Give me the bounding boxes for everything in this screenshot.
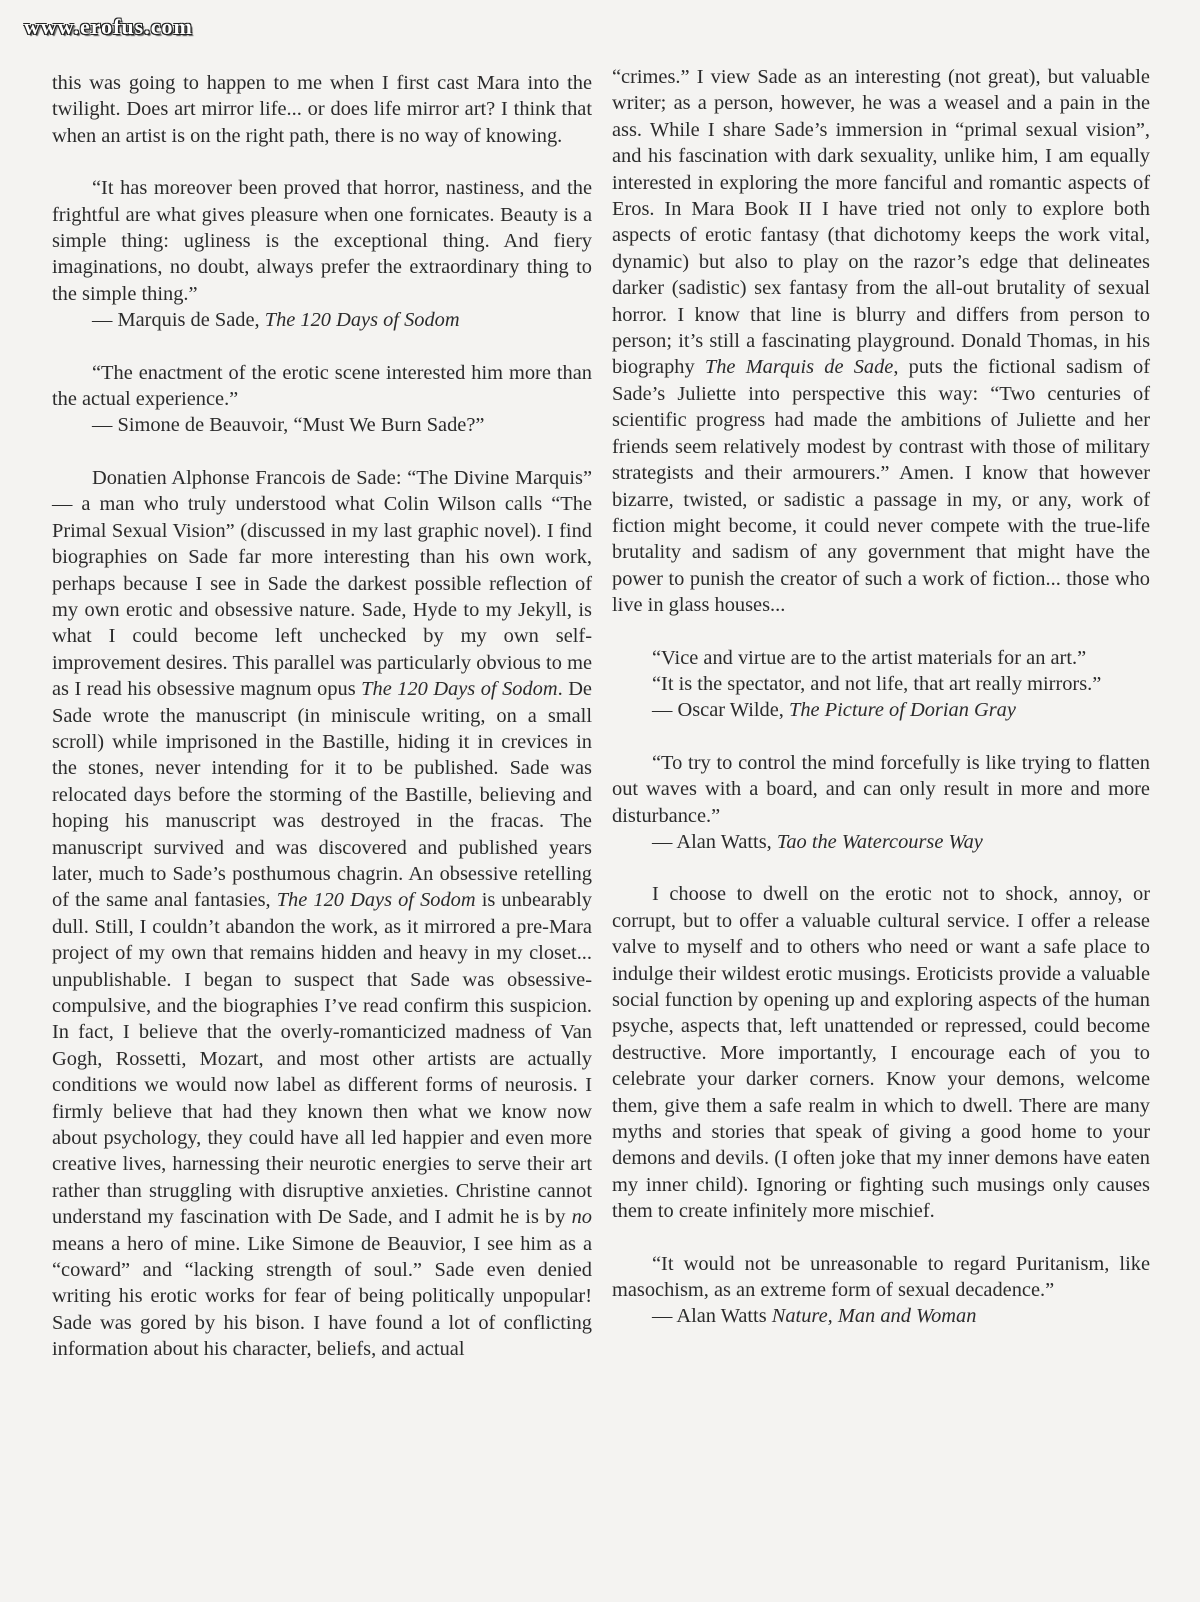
quote: “To try to control the mind forcefully is like trying to flatten out waves with a board, and can only result in more and more disturbance.”	[612, 751, 1150, 827]
quote-attribution: — Oscar Wilde, The Picture of Dorian Gray	[652, 699, 1016, 722]
watermark: www.erofus.com	[24, 14, 193, 39]
quote-attribution: — Alan Watts Nature, Man and Woman	[652, 1305, 977, 1328]
quote-attribution: — Alan Watts, Tao the Watercourse Way	[652, 830, 983, 853]
paragraph: this was going to happen to me when I first cast Mara into the twilight. Does art mirror life... or does life mirror art? I think that when an artist is on the right path, there is no way of knowing.	[52, 72, 592, 147]
paragraph: I choose to dwell on the erotic not to shock, annoy, or corrupt, but to offer a valuable cultural service. I offer a release valve to myself and to others who need or want a safe place to indulge their wildest erotic musings. Eroticists provide a valuable social function by opening up and exploring aspects of the human psyche, aspects that, left unattended or repressed, could become destructive. More importantly, I encourage each of you to celebrate your darker corners. Know your demons, welcome them, give them a safe realm in which to dwell. There are many myths and stories that speak of giving a good home to your demons and devils. (I often joke that my inner demons have eaten my inner child). Ignoring or fighting such musings only causes them to create infinitely more mischief.	[612, 883, 1150, 1223]
paragraph: “crimes.” I view Sade as an interesting (not great), but valuable writer; as a person, however, he was a weasel and a pain in the ass. While I share Sade’s immersion in “primal sexual vision”, and his fascination with dark sexuality, unlike him, I am equally interested in exploring the more fanciful and romantic aspects of Eros. In Mara Book II I have tried not only to explore both aspects of erotic fantasy (that dichotomy keeps the work vital, dynamic) but also to play on the razor’s edge that delineates darker (sadistic) sex fantasy from the all-out brutality of sexual horror. I know that line is blurry and differs from person to person; it’s still a fascinating playground. Donald Thomas, in his biography The Marquis de Sade, puts the fictional sadism of Sade’s Juliette into perspective this way: “Two centuries of scientific progress had made the ambitions of Juliette and her friends seem relatively modest by contrast with those of military strategists and their armourers.” Amen. I know that however bizarre, twisted, or sadistic a passage in my, or any, work of fiction might become, it could never compete with the true-life brutality and sadism of any government that might have the power to punish the creator of such a work of fiction... those who live in glass houses...	[612, 66, 1150, 617]
quote: “Vice and virtue are to the artist materials for an art.”	[652, 646, 1087, 669]
left-column	[52, 70, 592, 1389]
quote: “It has moreover been proved that horror, nastiness, and the frightful are what gives pleasure when one fornicates. Beauty is a simple thing: ugliness is the exceptional thing. And fiery imaginations, no doubt, always prefer the extraordinary thing to the simple thing.”	[52, 177, 592, 305]
quote-attribution: — Marquis de Sade, The 120 Days of Sodom	[92, 309, 460, 332]
quote: “The enactment of the erotic scene interested him more than the actual experience.”	[52, 361, 592, 411]
quote: “It would not be unreasonable to regard Puritanism, like masochism, as an extreme form of sexual decadence.”	[612, 1252, 1150, 1302]
paragraph: Donatien Alphonse Francois de Sade: “The Divine Marquis” — a man who truly understood what Colin Wilson calls “The Primal Sexual Vision” (discussed in my last graphic novel). I find biographies on Sade far more interesting than his own work, perhaps because I see in Sade the darkest possible reflection of my own erotic and obsessive nature. Sade, Hyde to my Jekyll, is what I could become left unchecked by my own self-improvement desires. This parallel was particularly obvious to me as I read his obsessive magnum opus The 120 Days of Sodom. De Sade wrote the manuscript (in miniscule writing, on a small scroll) while imprisoned in the Bastille, hiding it in crevices in the stones, never intending for it to be published. Sade was relocated days before the storming of the Bastille, believing and hoping his manuscript was destroyed in the fracas. The manuscript survived and was discovered and published years later, much to Sade’s posthumous chagrin. An obsessive retelling of the same anal fantasies, The 120 Days of Sodom is unbearably dull. Still, I couldn’t abandon the work, as it mirrored a pre-Mara project of my own that remains hidden and heavy in my closet... unpublishable. I began to suspect that Sade was obsessive-compulsive, and the biographies I’ve read confirm this suspicion. In fact, I believe that the overly-romanticized madness of Van Gogh, Rossetti, Mozart, and most other artists are actually conditions we would now label as different forms of neurosis. I firmly believe that had they known then what we know now about psychology, they could have all led happier and even more creative lives, harnessing their neurotic energies to serve their art rather than struggling with disruptive anxieties. Christine cannot understand my fascination with De Sade, and I admit he is by no means a hero of mine. Like Simone de Beauvior, I see him as a “coward” and “lacking strength of soul.” Sade even denied writing his erotic works for fear of being politically unpopular! Sade was gored by his bison. I have found a lot of conflicting information about his character, beliefs, and actual	[52, 466, 592, 1361]
quote: “It is the spectator, and not life, that art really mirrors.”	[652, 672, 1102, 695]
quote-attribution: — Simone de Beauvoir, “Must We Burn Sade?”	[92, 414, 485, 437]
right-column	[612, 64, 1150, 1356]
